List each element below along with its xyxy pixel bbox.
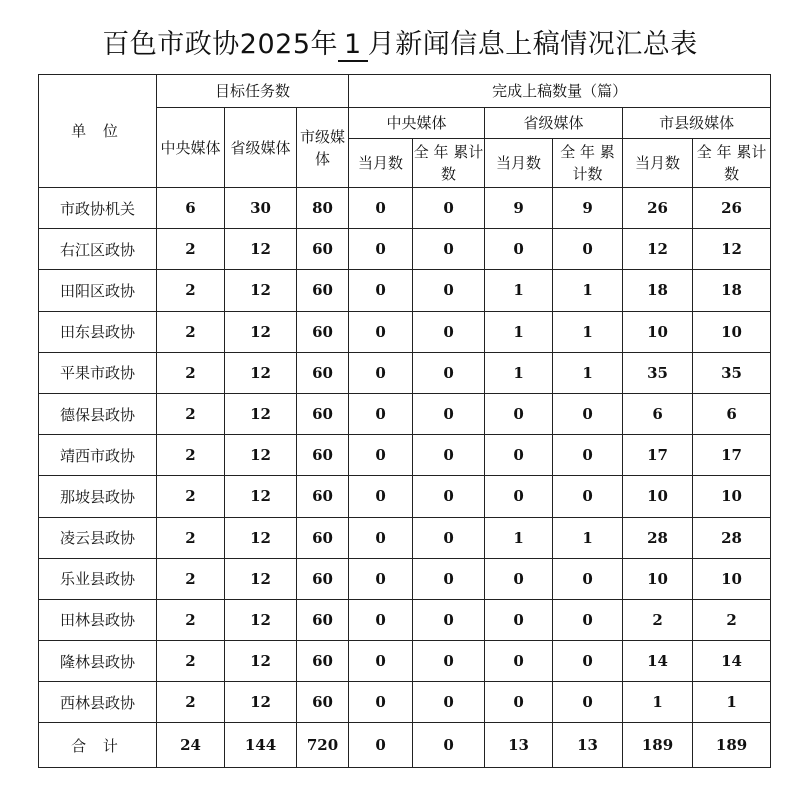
value-cell: 18	[693, 270, 771, 311]
value-cell: 0	[349, 599, 413, 640]
value-cell: 17	[623, 435, 693, 476]
value-cell: 0	[349, 517, 413, 558]
value-cell: 1	[485, 270, 553, 311]
table-row	[39, 476, 771, 517]
value-cell: 12	[225, 352, 297, 393]
value-cell: 0	[413, 352, 485, 393]
summary-table	[38, 74, 771, 768]
value-cell: 0	[349, 682, 413, 723]
value-cell: 0	[485, 641, 553, 682]
value-cell: 0	[485, 229, 553, 270]
total-cell: 13	[485, 723, 553, 768]
header-provincial-year: 全 年 累计数	[553, 139, 623, 188]
value-cell: 0	[553, 558, 623, 599]
value-cell: 0	[413, 393, 485, 434]
value-cell: 12	[225, 393, 297, 434]
value-cell: 1	[485, 517, 553, 558]
header-unit: 单 位	[39, 75, 157, 188]
unit-name: 那坡县政协	[39, 476, 157, 517]
value-cell: 60	[297, 599, 349, 640]
header-target-city: 市级媒体	[297, 108, 349, 188]
value-cell: 80	[297, 188, 349, 229]
total-cell: 144	[225, 723, 297, 768]
value-cell: 10	[623, 476, 693, 517]
table-row	[39, 311, 771, 352]
value-cell: 2	[157, 435, 225, 476]
value-cell: 0	[553, 682, 623, 723]
value-cell: 0	[485, 435, 553, 476]
value-cell: 0	[485, 682, 553, 723]
header-target-provincial: 省级媒体	[225, 108, 297, 188]
header-row-1	[39, 75, 771, 108]
value-cell: 2	[623, 599, 693, 640]
value-cell: 0	[413, 517, 485, 558]
value-cell: 12	[225, 229, 297, 270]
value-cell: 60	[297, 352, 349, 393]
header-central-month: 当月数	[349, 139, 413, 188]
value-cell: 0	[413, 188, 485, 229]
value-cell: 2	[157, 558, 225, 599]
value-cell: 12	[225, 558, 297, 599]
value-cell: 0	[413, 641, 485, 682]
header-done-central: 中央媒体	[349, 108, 485, 139]
title-suffix: 月新闻信息上稿情况汇总表	[367, 29, 698, 60]
value-cell: 2	[157, 352, 225, 393]
value-cell: 30	[225, 188, 297, 229]
value-cell: 0	[349, 476, 413, 517]
value-cell: 14	[693, 641, 771, 682]
unit-name: 右江区政协	[39, 229, 157, 270]
value-cell: 14	[623, 641, 693, 682]
value-cell: 0	[413, 682, 485, 723]
value-cell: 60	[297, 517, 349, 558]
value-cell: 6	[693, 393, 771, 434]
value-cell: 2	[157, 311, 225, 352]
value-cell: 35	[623, 352, 693, 393]
value-cell: 10	[623, 311, 693, 352]
table-row	[39, 188, 771, 229]
value-cell: 0	[485, 599, 553, 640]
value-cell: 0	[349, 558, 413, 599]
table-row	[39, 599, 771, 640]
value-cell: 1	[553, 517, 623, 558]
value-cell: 0	[349, 270, 413, 311]
value-cell: 2	[157, 476, 225, 517]
table-row	[39, 352, 771, 393]
value-cell: 60	[297, 229, 349, 270]
value-cell: 26	[623, 188, 693, 229]
unit-name: 田林县政协	[39, 599, 157, 640]
value-cell: 0	[553, 599, 623, 640]
header-target-group: 目标任务数	[157, 75, 349, 108]
value-cell: 60	[297, 682, 349, 723]
value-cell: 9	[553, 188, 623, 229]
header-citycounty-year: 全 年 累计数	[693, 139, 771, 188]
value-cell: 0	[553, 641, 623, 682]
value-cell: 6	[157, 188, 225, 229]
value-cell: 0	[485, 558, 553, 599]
value-cell: 12	[225, 599, 297, 640]
value-cell: 12	[225, 517, 297, 558]
value-cell: 2	[157, 682, 225, 723]
page-title	[0, 22, 800, 62]
value-cell: 0	[413, 435, 485, 476]
header-done-city-county: 市县级媒体	[623, 108, 771, 139]
value-cell: 1	[485, 352, 553, 393]
value-cell: 60	[297, 393, 349, 434]
value-cell: 1	[693, 682, 771, 723]
header-done-group: 完成上稿数量（篇）	[349, 75, 771, 108]
value-cell: 0	[553, 393, 623, 434]
value-cell: 18	[623, 270, 693, 311]
total-cell: 189	[623, 723, 693, 768]
table-body	[39, 188, 771, 768]
value-cell: 12	[225, 476, 297, 517]
value-cell: 12	[693, 229, 771, 270]
value-cell: 6	[623, 393, 693, 434]
value-cell: 2	[693, 599, 771, 640]
value-cell: 0	[349, 311, 413, 352]
unit-name: 靖西市政协	[39, 435, 157, 476]
value-cell: 0	[413, 311, 485, 352]
title-prefix: 百色市政协2025年	[102, 29, 339, 60]
unit-name: 市政协机关	[39, 188, 157, 229]
value-cell: 0	[485, 393, 553, 434]
unit-name: 德保县政协	[39, 393, 157, 434]
table-row	[39, 517, 771, 558]
table-row	[39, 435, 771, 476]
value-cell: 60	[297, 558, 349, 599]
value-cell: 1	[553, 270, 623, 311]
value-cell: 0	[485, 476, 553, 517]
value-cell: 17	[693, 435, 771, 476]
value-cell: 2	[157, 517, 225, 558]
total-cell: 0	[413, 723, 485, 768]
value-cell: 1	[623, 682, 693, 723]
total-row	[39, 723, 771, 768]
header-done-provincial: 省级媒体	[485, 108, 623, 139]
value-cell: 26	[693, 188, 771, 229]
table-row	[39, 270, 771, 311]
value-cell: 0	[349, 188, 413, 229]
value-cell: 1	[485, 311, 553, 352]
total-label: 合 计	[39, 723, 157, 768]
value-cell: 60	[297, 476, 349, 517]
unit-name: 凌云县政协	[39, 517, 157, 558]
value-cell: 28	[623, 517, 693, 558]
value-cell: 2	[157, 599, 225, 640]
table-row	[39, 641, 771, 682]
value-cell: 60	[297, 311, 349, 352]
unit-name: 平果市政协	[39, 352, 157, 393]
value-cell: 0	[413, 558, 485, 599]
value-cell: 35	[693, 352, 771, 393]
value-cell: 0	[349, 393, 413, 434]
value-cell: 28	[693, 517, 771, 558]
value-cell: 0	[553, 476, 623, 517]
value-cell: 0	[413, 599, 485, 640]
value-cell: 60	[297, 270, 349, 311]
value-cell: 2	[157, 229, 225, 270]
header-central-year: 全 年 累计数	[413, 139, 485, 188]
value-cell: 0	[553, 435, 623, 476]
unit-name: 隆林县政协	[39, 641, 157, 682]
total-cell: 720	[297, 723, 349, 768]
total-cell: 189	[693, 723, 771, 768]
table-row	[39, 682, 771, 723]
table-row	[39, 558, 771, 599]
value-cell: 12	[225, 270, 297, 311]
header-citycounty-month: 当月数	[623, 139, 693, 188]
header-target-central: 中央媒体	[157, 108, 225, 188]
value-cell: 1	[553, 311, 623, 352]
value-cell: 0	[413, 476, 485, 517]
value-cell: 2	[157, 641, 225, 682]
total-cell: 24	[157, 723, 225, 768]
value-cell: 10	[693, 476, 771, 517]
value-cell: 10	[623, 558, 693, 599]
total-cell: 13	[553, 723, 623, 768]
value-cell: 10	[693, 311, 771, 352]
value-cell: 12	[225, 311, 297, 352]
value-cell: 0	[413, 229, 485, 270]
value-cell: 0	[553, 229, 623, 270]
value-cell: 1	[553, 352, 623, 393]
value-cell: 2	[157, 270, 225, 311]
value-cell: 2	[157, 393, 225, 434]
value-cell: 0	[349, 229, 413, 270]
value-cell: 12	[225, 435, 297, 476]
value-cell: 0	[349, 352, 413, 393]
value-cell: 12	[623, 229, 693, 270]
value-cell: 0	[349, 641, 413, 682]
table-row	[39, 229, 771, 270]
table-row	[39, 393, 771, 434]
total-cell: 0	[349, 723, 413, 768]
header-provincial-month: 当月数	[485, 139, 553, 188]
value-cell: 12	[225, 641, 297, 682]
value-cell: 0	[413, 270, 485, 311]
value-cell: 0	[349, 435, 413, 476]
unit-name: 西林县政协	[39, 682, 157, 723]
value-cell: 12	[225, 682, 297, 723]
unit-name: 乐业县政协	[39, 558, 157, 599]
value-cell: 10	[693, 558, 771, 599]
unit-name: 田东县政协	[39, 311, 157, 352]
title-month: 1	[338, 30, 368, 62]
value-cell: 60	[297, 435, 349, 476]
value-cell: 60	[297, 641, 349, 682]
unit-name: 田阳区政协	[39, 270, 157, 311]
value-cell: 9	[485, 188, 553, 229]
